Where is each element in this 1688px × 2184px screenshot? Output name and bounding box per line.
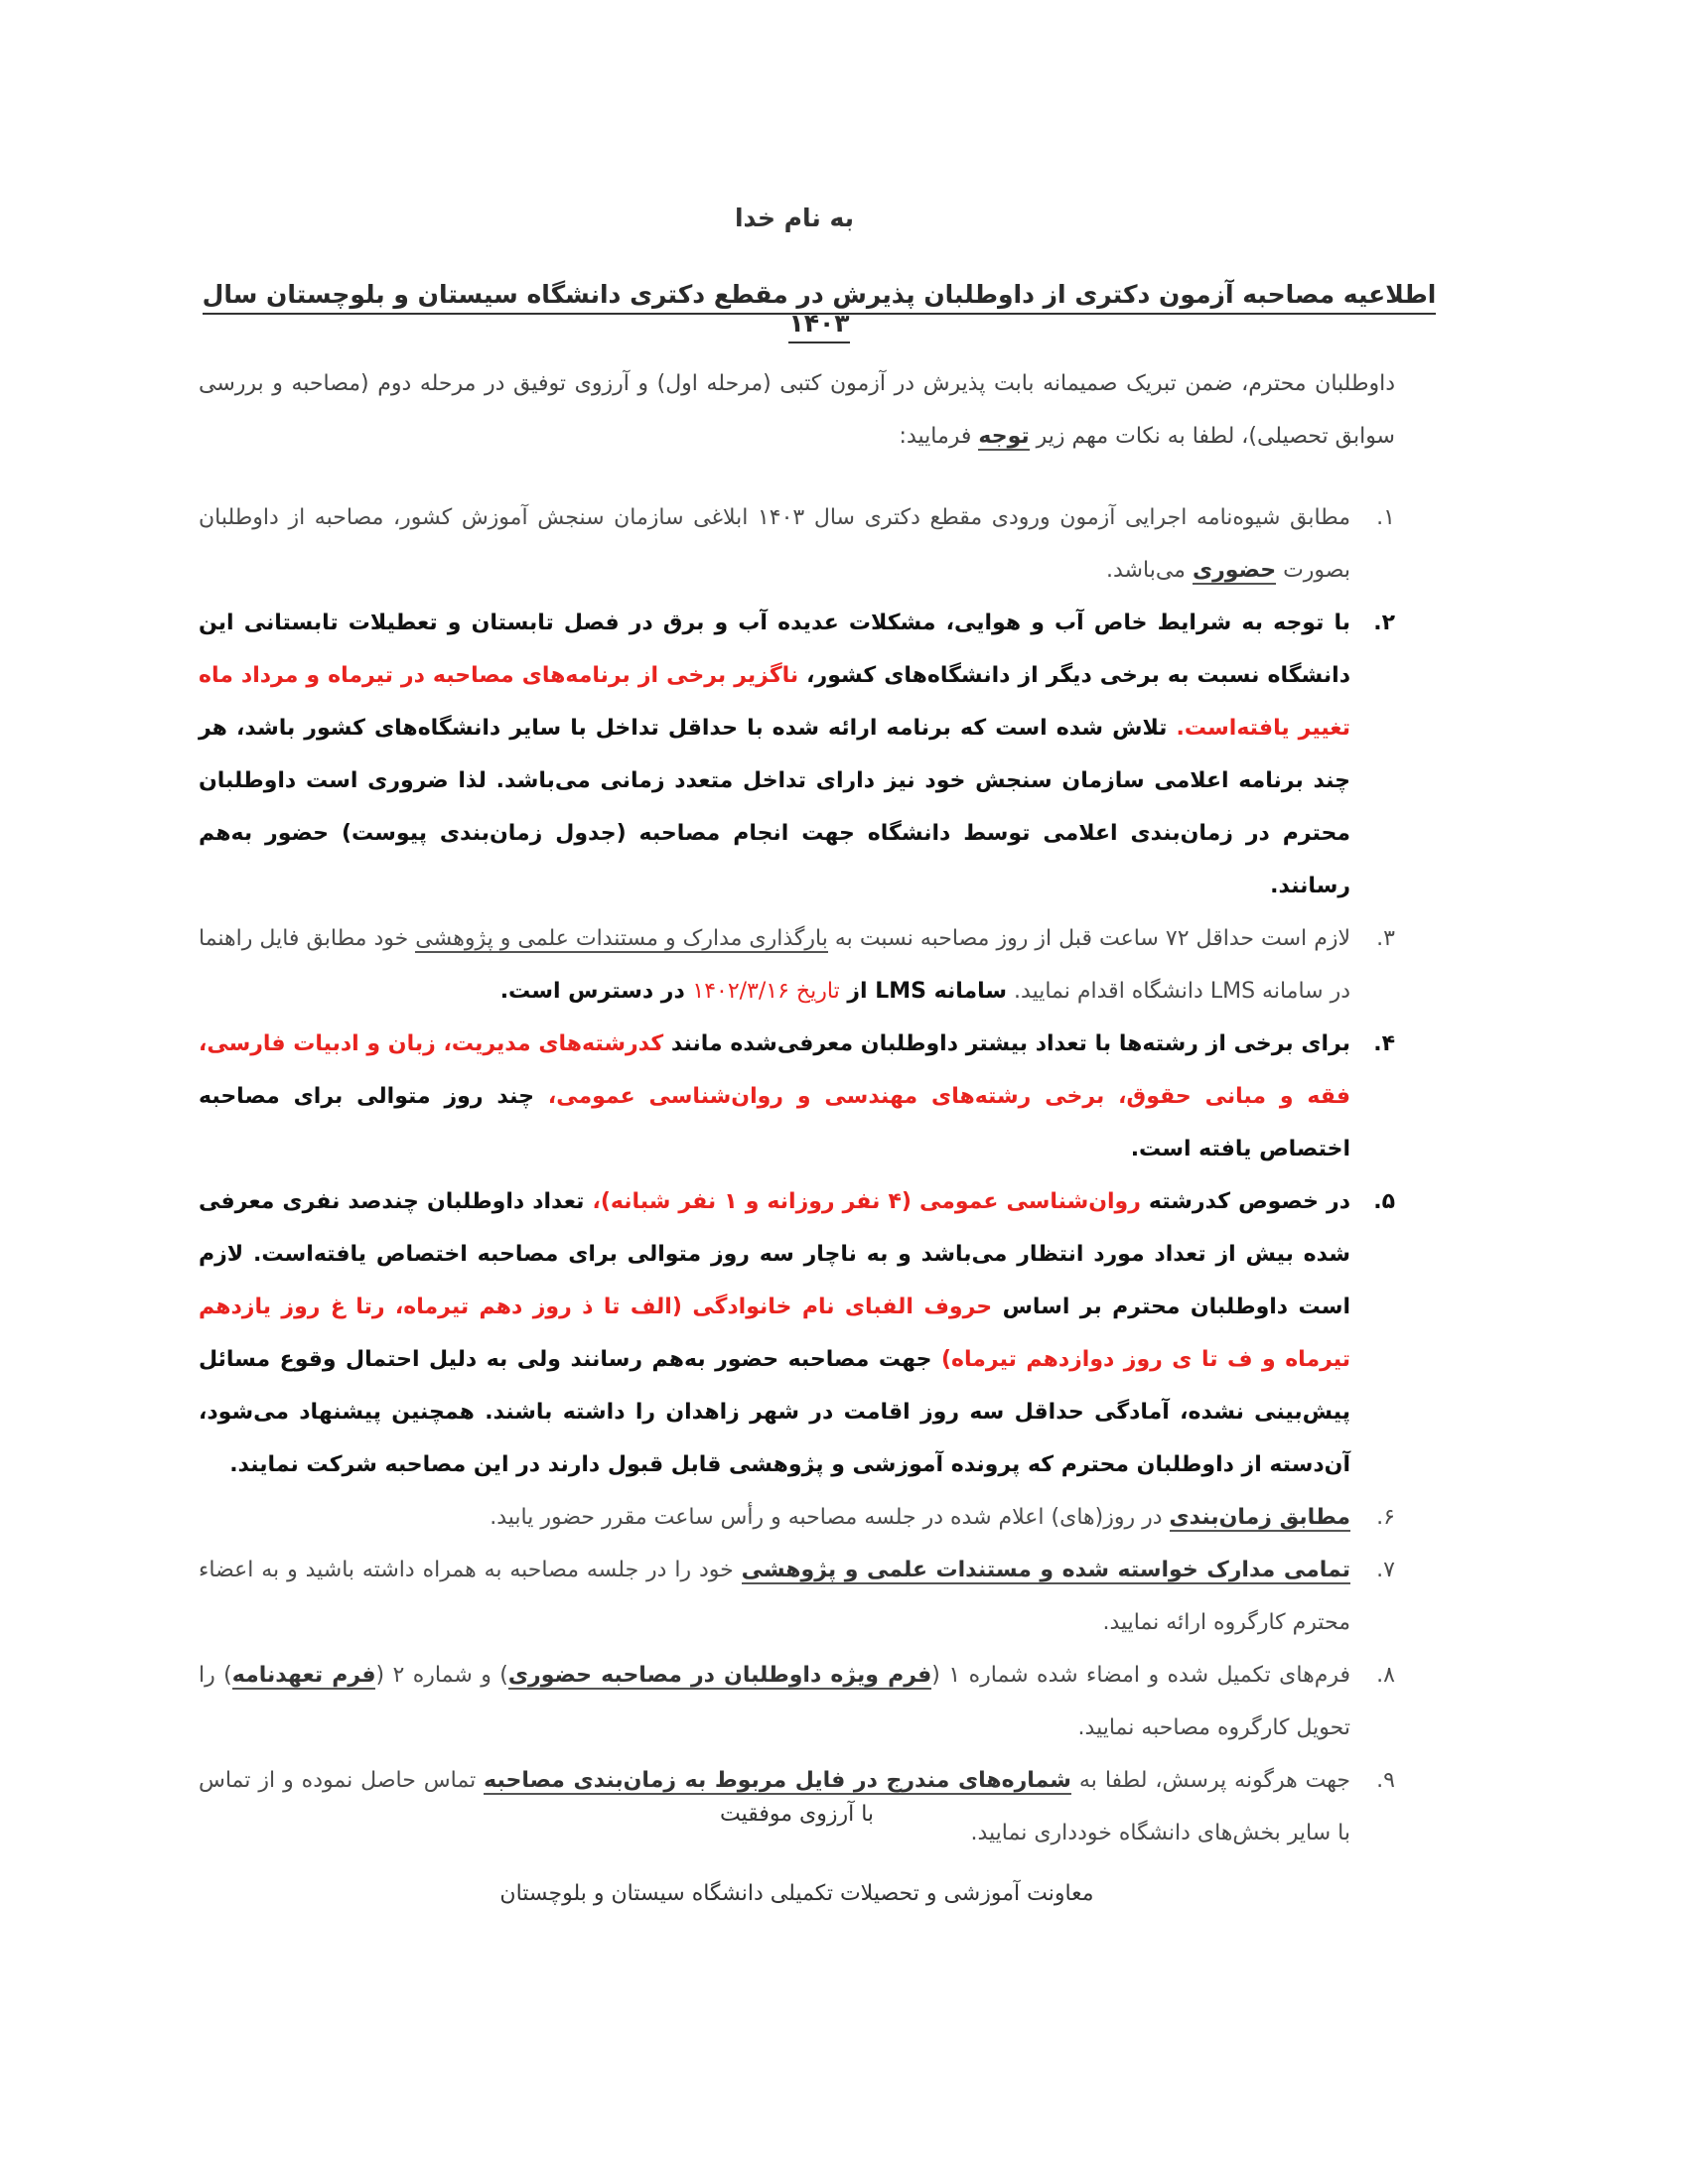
item-text: چند روز متوالی برای مصاحبه اختصاص یافته است.	[199, 1084, 1350, 1161]
item-number: ۸.	[1376, 1663, 1395, 1688]
item-number: ۴.	[1373, 1031, 1395, 1056]
signature-line: معاونت آموزشی و تحصیلات تکمیلی دانشگاه سیستان و بلوچستان	[499, 1881, 1094, 1906]
item-text: برای برخی از رشته‌ها با تعداد بیشتر داوطلبان معرفی‌شده مانند	[663, 1031, 1350, 1056]
item-text-bold: در دسترس است.	[499, 979, 693, 1004]
item-number: ۳.	[1376, 926, 1395, 951]
item-number: ۷.	[1376, 1558, 1395, 1582]
item-text: فرم‌های تکمیل شده و امضاء شده شماره ۱ (	[931, 1663, 1350, 1688]
item-number: ۵.	[1373, 1189, 1395, 1214]
item-red-text: ناگزیر برخی از برنامه‌های مصاحبه در تیرماه و مرداد ماه تغییر یافته‌است.	[199, 663, 1350, 741]
list-item	[199, 1175, 1395, 1491]
intro-text-2: فرمایید:	[899, 424, 979, 449]
item-text: می‌باشد.	[1106, 558, 1193, 583]
item-number: ۱.	[1376, 505, 1395, 530]
item-highlight: حضوری	[1192, 558, 1277, 583]
item-number: ۹.	[1376, 1768, 1395, 1793]
item-text: تعداد داوطلبان چندصد نفری معرفی شده بیش از تعداد مورد انتظار می‌باشد و به ناچار سه روز متوالی برای مصاحبه اختصاص یافته‌است. لازم است داوطلبان محترم بر اساس	[199, 1189, 1350, 1319]
item-highlight: تمامی مدارک خواسته شده و مستندات علمی و پژوهشی	[741, 1558, 1351, 1582]
item-text: لازم است حداقل ۷۲ ساعت قبل از روز مصاحبه نسبت به	[827, 926, 1350, 951]
item-number: ۶.	[1376, 1505, 1395, 1530]
item-text: خود مطابق فایل راهنما در سامانه LMS دانشگاه اقدام نمایید.	[199, 926, 1350, 1004]
list-item	[199, 1544, 1395, 1649]
item-underlined-text: بارگذاری مدارک و مستندات علمی و پژوهشی	[415, 926, 828, 951]
list-item	[199, 912, 1395, 1018]
list-item	[199, 491, 1395, 597]
item-text: جهت هرگونه پرسش، لطفا به	[1070, 1768, 1350, 1793]
item-text: ) و شماره ۲ (	[375, 1663, 508, 1688]
item-number: ۲.	[1373, 611, 1395, 635]
item-text: در خصوص کدرشته	[1140, 1189, 1351, 1214]
announcement-title-text: اطلاعیه مصاحبه آزمون دکتری از داوطلبان پذیرش در مقطع دکتری دانشگاه سیستان و بلوچستان سال ۱۴۰۳	[203, 280, 1437, 343]
notice-list	[199, 491, 1395, 1859]
list-item	[199, 1649, 1395, 1754]
item-text: با توجه به شرایط خاص آب و هوایی، مشکلات عدیده آب و برق در فصل تابستان و تعطیلات تابستانی این دانشگاه نسبت به برخی دیگر از دانشگاه‌های کشور،	[199, 611, 1350, 688]
announcement-title	[199, 280, 1440, 338]
item-red-text: روان‌شناسی عمومی (۴ نفر روزانه و ۱ نفر شبانه)،	[592, 1189, 1141, 1214]
intro-attention-word: توجه	[978, 424, 1030, 449]
intro-text-1: داوطلبان محترم، ضمن تبریک صمیمانه بابت پذیرش در آزمون کتبی (مرحله اول) و آرزوی توفیق در مرحله دوم (مصاحبه و بررسی سوابق تحصیلی)، لطفا به نکات مهم زیر	[199, 371, 1395, 449]
item-red-text: کدرشته‌های مدیریت، زبان و ادبیات فارسی، فقه و مبانی حقوق، برخی رشته‌های مهندسی و روان‌شناسی عمومی،	[199, 1031, 1350, 1109]
item-highlight: فرم ویژه داوطلبان در مصاحبه حضوری	[507, 1663, 932, 1688]
item-red-date: تاریخ ۱۴۰۲/۳/۱۶	[692, 979, 840, 1004]
item-text: در روز(های) اعلام شده در جلسه مصاحبه و رأس ساعت مقرر حضور یابید.	[490, 1505, 1170, 1530]
list-item	[199, 1018, 1395, 1175]
intro-paragraph	[199, 357, 1395, 463]
item-text: خود را در جلسه مصاحبه به همراه داشته باشید و به اعضاء محترم کارگروه ارائه نمایید.	[199, 1558, 1350, 1635]
closing-line: با آرزوی موفقیت	[719, 1802, 875, 1827]
item-text: مطابق شیوه‌نامه اجرایی آزمون ورودی مقطع دکتری سال ۱۴۰۳ ابلاغی سازمان سنجش آموزش کشور، مصاحبه از داوطلبان بصورت	[199, 505, 1350, 583]
item-text-bold: سامانه LMS از	[839, 979, 1008, 1004]
item-text: جهت مصاحبه حضور به‌هم رسانند ولی به دلیل احتمال وقوع مسائل پیش‌بینی نشده، آمادگی حداقل سه روز اقامت در شهر زاهدان را داشته باشند. همچنین پیشنهاد می‌شود، آن‌دسته از داوطلبان محترم که پرونده آموزشی و پژوهشی قابل قبول دارند در این مصاحبه شرکت نمایند.	[199, 1347, 1350, 1477]
item-text: تماس حاصل نموده و از تماس با سایر بخش‌های دانشگاه خودداری نمایید.	[199, 1768, 1350, 1845]
item-highlight: فرم تعهدنامه	[231, 1663, 376, 1688]
item-text: ) را تحویل کارگروه مصاحبه نمایید.	[199, 1663, 1350, 1740]
item-text: تلاش شده است که برنامه ارائه شده با حداقل تداخل با سایر دانشگاه‌های کشور باشد، هر چند برنامه اعلامی سازمان سنجش خود نیز دارای تداخل متعدد زمانی می‌باشد. لذا ضروری است داوطلبان محترم در زمان‌بندی اعلامی توسط دانشگاه جهت انجام مصاحبه (جدول زمان‌بندی پیوست) حضور به‌هم رسانند.	[199, 716, 1350, 898]
item-highlight: شماره‌های مندرج در فایل مربوط به زمان‌بندی مصاحبه	[484, 1768, 1071, 1793]
list-item	[199, 1491, 1395, 1544]
item-highlight: مطابق زمان‌بندی	[1169, 1505, 1350, 1530]
item-red-text: حروف الفبای نام خانوادگی (الف تا ذ روز دهم تیرماه، رتا غ روز یازدهم تیرماه و ف تا ی روز دوازدهم تیرماه)	[199, 1295, 1350, 1372]
list-item	[199, 597, 1395, 912]
bismillah-heading: به نام خدا	[734, 204, 855, 232]
